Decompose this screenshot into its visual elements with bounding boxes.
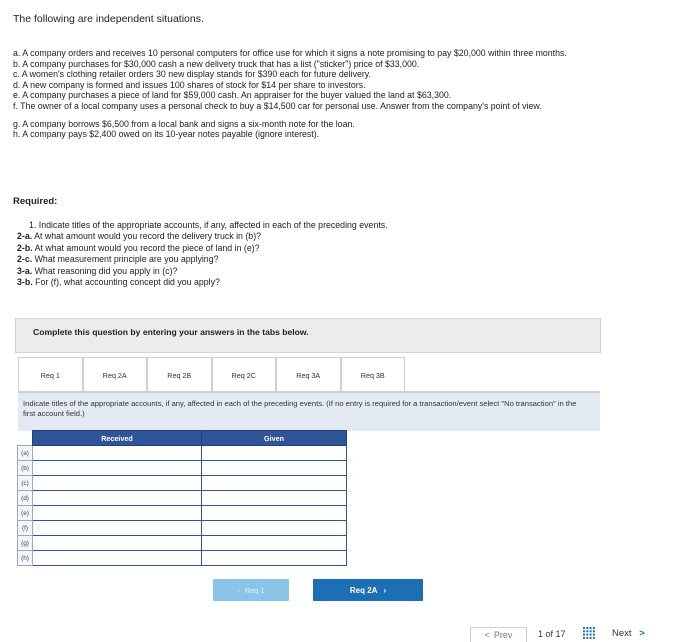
received-account-field[interactable] — [33, 476, 202, 491]
footer-prev-button[interactable] — [470, 627, 527, 642]
situation-a: a. A company orders and receives 10 personal computers for office use for which it signs a note promising to pay $20,000 within three months. — [13, 48, 567, 58]
grid-icon[interactable] — [583, 627, 595, 639]
requirement-1-text: 1. Indicate titles of the appropriate accounts, if any, affected in each of the preceding events. — [29, 220, 388, 230]
tab-req-2c[interactable]: Req 2C — [212, 357, 277, 392]
tab-req-2b[interactable]: Req 2B — [147, 357, 212, 392]
row-label: (f) — [18, 521, 33, 536]
received-account-field[interactable] — [33, 491, 202, 506]
row-label: (e) — [18, 506, 33, 521]
footer-prev-label: Prev — [493, 630, 513, 640]
requirement-3b-number: 3-b. — [17, 277, 33, 288]
requirement-2c — [17, 254, 388, 265]
given-account-field[interactable] — [202, 506, 347, 521]
situations-list — [13, 48, 678, 140]
table-row — [18, 461, 347, 476]
instruction-text: Indicate titles of the appropriate accounts, if any, affected in each of the preceding events. (If no entry is required for a transaction/event select "No transaction" in the first account field.) — [23, 399, 577, 418]
table-row — [18, 491, 347, 506]
chevron-right-icon: > — [639, 628, 645, 639]
footer-next-button[interactable] — [612, 628, 645, 639]
row-label: (a) — [18, 446, 33, 461]
given-account-field[interactable] — [202, 476, 347, 491]
table-row — [18, 521, 347, 536]
requirement-2c-number: 2-c. — [17, 254, 33, 265]
received-account-field[interactable] — [33, 536, 202, 551]
required-heading: Required: — [13, 196, 58, 207]
chevron-left-icon: ‹ — [237, 585, 240, 595]
table-row — [18, 446, 347, 461]
requirements-list — [17, 220, 388, 288]
page-indicator: 1 of 17 — [538, 629, 566, 639]
row-label: (d) — [18, 491, 33, 506]
requirement-2a — [17, 231, 388, 242]
intro-text: The following are independent situations. — [13, 13, 204, 25]
received-header: Received — [33, 431, 202, 446]
received-account-field[interactable] — [33, 461, 202, 476]
situation-h: h. A company pays $2,400 owed on its 10-year notes payable (ignore interest). — [13, 129, 320, 140]
tab-req-2a[interactable]: Req 2A — [83, 357, 148, 392]
table-row — [18, 476, 347, 491]
requirement-1 — [17, 220, 388, 231]
received-account-field[interactable] — [33, 506, 202, 521]
prev-req-label: Req 1 — [244, 585, 265, 595]
given-header: Given — [202, 431, 347, 446]
tab-req-3a[interactable]: Req 3A — [276, 357, 341, 392]
requirement-2b — [17, 243, 388, 254]
given-account-field[interactable] — [202, 461, 347, 476]
received-account-field[interactable] — [33, 446, 202, 461]
row-label: (g) — [18, 536, 33, 551]
requirement-3b-text: For (f), what accounting concept did you apply? — [35, 277, 220, 288]
next-req-label: Req 2A — [349, 585, 378, 595]
situation-b: b. A company purchases for $30,000 cash a new delivery truck that has a list ("sticker") price of $33,000. — [13, 58, 420, 69]
situation-d: d. A new company is formed and issues 100 shares of stock for $14 per share to investors. — [13, 79, 366, 90]
given-account-field[interactable] — [202, 491, 347, 506]
given-account-field[interactable] — [202, 446, 347, 461]
situation-g: g. A company borrows $6,500 from a local bank and signs a six-month note for the loan. — [13, 118, 355, 129]
table-row — [18, 536, 347, 551]
requirement-2b-number: 2-b. — [17, 242, 33, 253]
chevron-left-icon: < — [484, 630, 490, 640]
row-label-header — [18, 431, 33, 446]
requirement-3a-text: What reasoning did you apply in (c)? — [34, 265, 178, 276]
situation-f: f. The owner of a local company uses a personal check to buy a $14,500 car for personal use. Answer from the company's point of view. — [13, 100, 542, 111]
given-account-field[interactable] — [202, 536, 347, 551]
footer-next-label: Next — [612, 628, 632, 639]
row-label: (c) — [18, 476, 33, 491]
next-req-button[interactable] — [313, 579, 423, 601]
requirement-3b — [17, 277, 388, 288]
given-account-field[interactable] — [202, 521, 347, 536]
given-account-field[interactable] — [202, 551, 347, 566]
tab-req-3b[interactable]: Req 3B — [341, 357, 406, 392]
requirement-2b-text: At what amount would you record the piece of land in (e)? — [34, 242, 260, 253]
requirement-3a — [17, 266, 388, 277]
table-row — [18, 551, 347, 566]
chevron-right-icon: › — [383, 585, 387, 595]
received-account-field[interactable] — [33, 551, 202, 566]
requirement-2c-text: What measurement principle are you applying? — [34, 254, 219, 265]
table-row — [18, 506, 347, 521]
row-label: (b) — [18, 461, 33, 476]
situation-e: e. A company purchases a piece of land for $59,000 cash. An appraiser for the buyer valued the land at $63,300. — [13, 90, 452, 101]
table-header-row — [18, 431, 347, 446]
situation-c: c. A women's clothing retailer orders 30 new display stands for $390 each for future delivery. — [13, 69, 371, 80]
instructions-panel-text: Complete this question by entering your answers in the tabs below. — [33, 327, 309, 337]
requirement-3a-number: 3-a. — [17, 265, 33, 276]
accounts-table — [17, 430, 347, 566]
tab-req-1[interactable]: Req 1 — [18, 357, 83, 392]
requirement-2a-number: 2-a. — [17, 231, 33, 242]
requirement-2a-text: At what amount would you record the delivery truck in (b)? — [34, 231, 262, 242]
row-label: (h) — [18, 551, 33, 566]
requirement-tabs — [18, 357, 406, 392]
prev-req-button[interactable] — [213, 579, 289, 601]
received-account-field[interactable] — [33, 521, 202, 536]
